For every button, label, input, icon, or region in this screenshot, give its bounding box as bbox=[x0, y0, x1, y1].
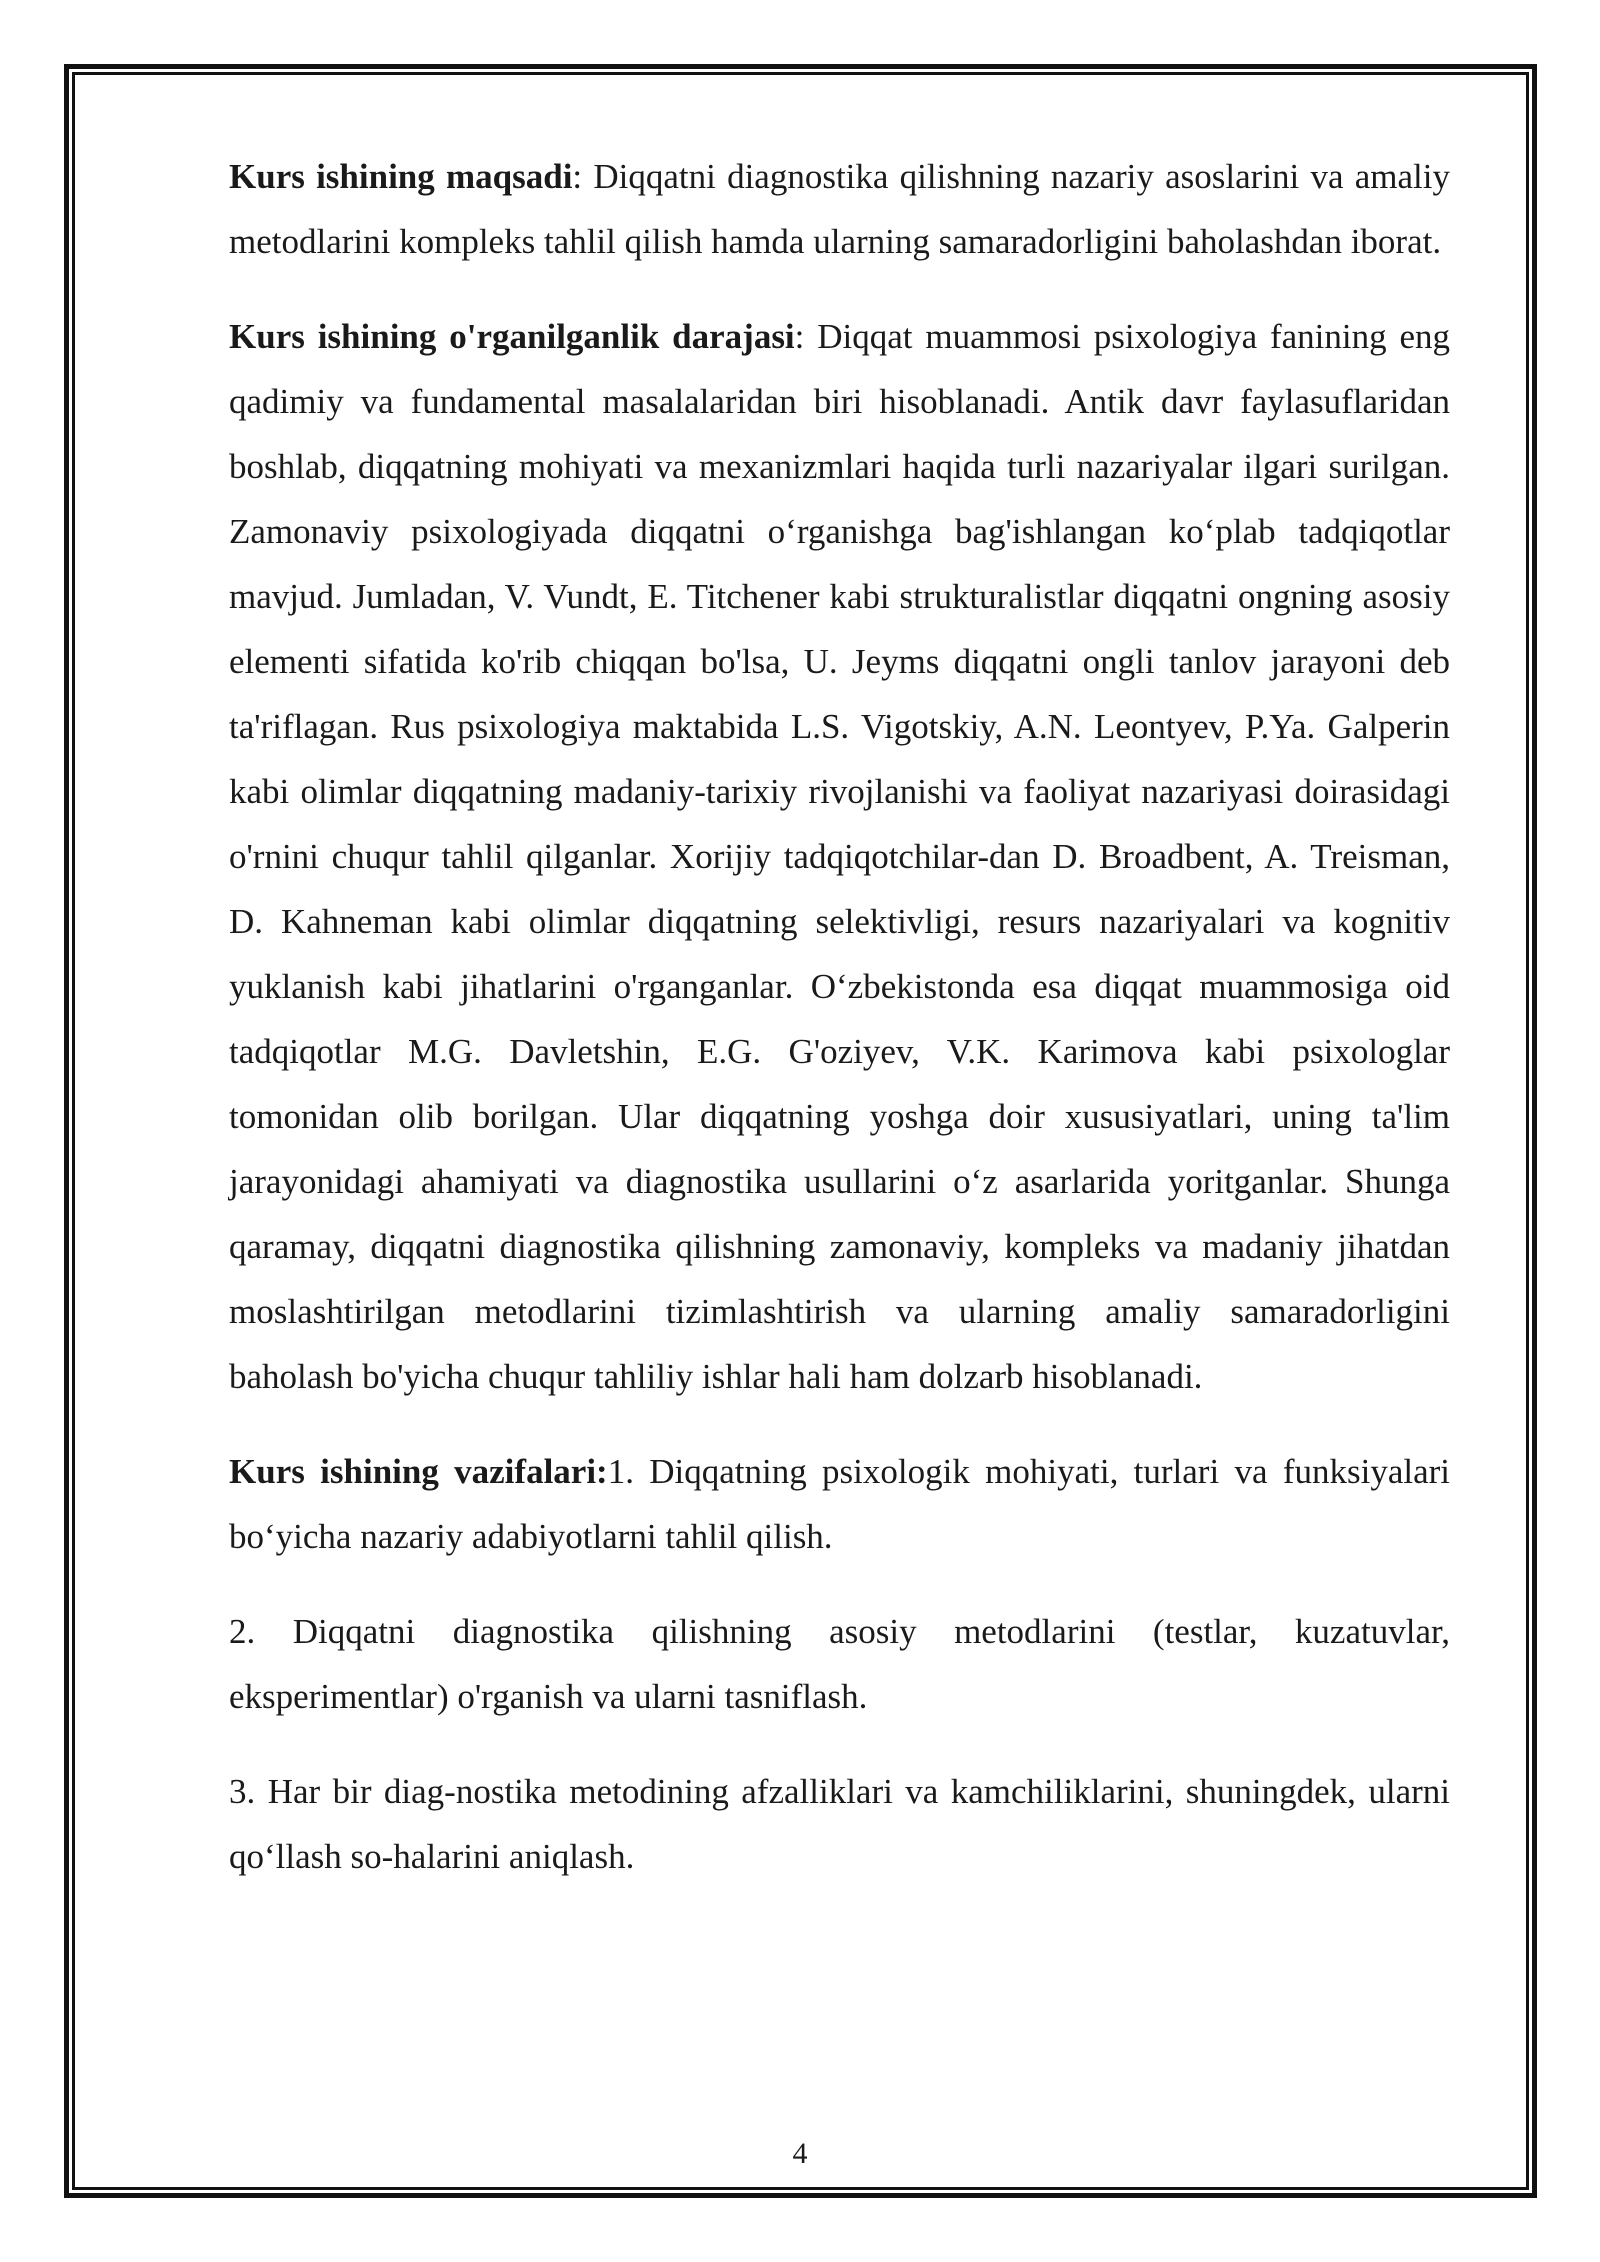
paragraph-course-task-2 bbox=[229, 1599, 1450, 1729]
paragraph-course-task-3 bbox=[229, 1759, 1450, 1889]
course-task-3-text: 3. Har bir diag-nostika metodining afzalliklari va kamchiliklarini, shuningdek, ularni qo‘llash so-halarini aniqlash. bbox=[229, 1772, 1450, 1876]
study-degree-separator: : bbox=[794, 317, 818, 356]
document-body bbox=[229, 144, 1450, 1919]
paragraph-course-tasks bbox=[229, 1439, 1450, 1569]
page-number: 4 bbox=[792, 2137, 808, 2170]
study-degree-text: Diqqat muammosi psixologiya fanining eng qadimiy va fundamental masalalaridan biri hisoblanadi. Antik davr faylasuflaridan boshlab, diqqatning mohiyati va mexanizmlari haqida turli nazariyalar ilgari surilgan. Zamonaviy psixologiyada diqqatni o‘rganishga bag'ishlangan ko‘plab tadqiqotlar mavjud. Jumladan, V. Vundt, E. Titchener kabi strukturalistlar diqqatni ongning asosiy elementi sifatida ko'rib chiqqan bo'lsa, U. Jeyms diqqatni ongli tanlov jarayoni deb ta'riflagan. Rus psixologiya maktabida L.S. Vigotskiy, A.N. Leontyev, P.Ya. Galperin kabi olimlar diqqatning madaniy-tarixiy rivojlanishi va faoliyat nazariyasi doirasidagi o'rnini chuqur tahlil qilganlar. Xorijiy tadqiqotchilar-dan D. Broadbent, A. Treisman, D. Kahneman kabi olimlar diqqatning selektivligi, resurs nazariyalari va kognitiv yuklanish kabi jihatlarini o'rganganlar. O‘zbekistonda esa diqqat muammosiga oid tadqiqotlar M.G. Davletshin, E.G. G'oziyev, V.K. Karimova kabi psixologlar tomonidan olib borilgan. Ular diqqatning yoshga doir xususiyatlari, uning ta'lim jarayonidagi ahamiyati va diagnostika usullarini o‘z asarlarida yoritganlar. Shunga qaramay, diqqatni diagnostika qilishning zamonaviy, kompleks va madaniy jihatdan moslashtirilgan metodlarini tizimlashtirish va ularning amaliy samaradorligini baholash bo'yicha chuqur tahliliy ishlar hali ham dolzarb hisoblanadi. bbox=[229, 317, 1451, 1396]
course-goal-heading: Kurs ishining maqsadi bbox=[229, 157, 573, 196]
study-degree-heading: Kurs ishining o'rganilganlik darajasi bbox=[229, 317, 795, 356]
course-task-2-text: 2. Diqqatni diagnostika qilishning asosiy metodlarini (testlar, kuzatuvlar, eksperimentlar) o'rganish va ularni tasniflash. bbox=[229, 1612, 1450, 1716]
course-goal-text: Diqqatni diagnostika qilishning nazariy asoslarini va amaliy metodlarini kompleks tahlil qilish hamda ularning samaradorligini baholashdan iborat. bbox=[229, 157, 1450, 261]
paragraph-study-degree bbox=[229, 304, 1450, 1409]
course-task-1-text: 1. Diqqatning psixologik mohiyati, turlari va funksiyalari bo‘yicha nazariy adabiyotlarni tahlil qilish. bbox=[229, 1452, 1450, 1556]
course-tasks-heading: Kurs ishining vazifalari: bbox=[229, 1452, 608, 1491]
paragraph-course-goal bbox=[229, 144, 1450, 274]
course-goal-separator: : bbox=[572, 157, 594, 196]
